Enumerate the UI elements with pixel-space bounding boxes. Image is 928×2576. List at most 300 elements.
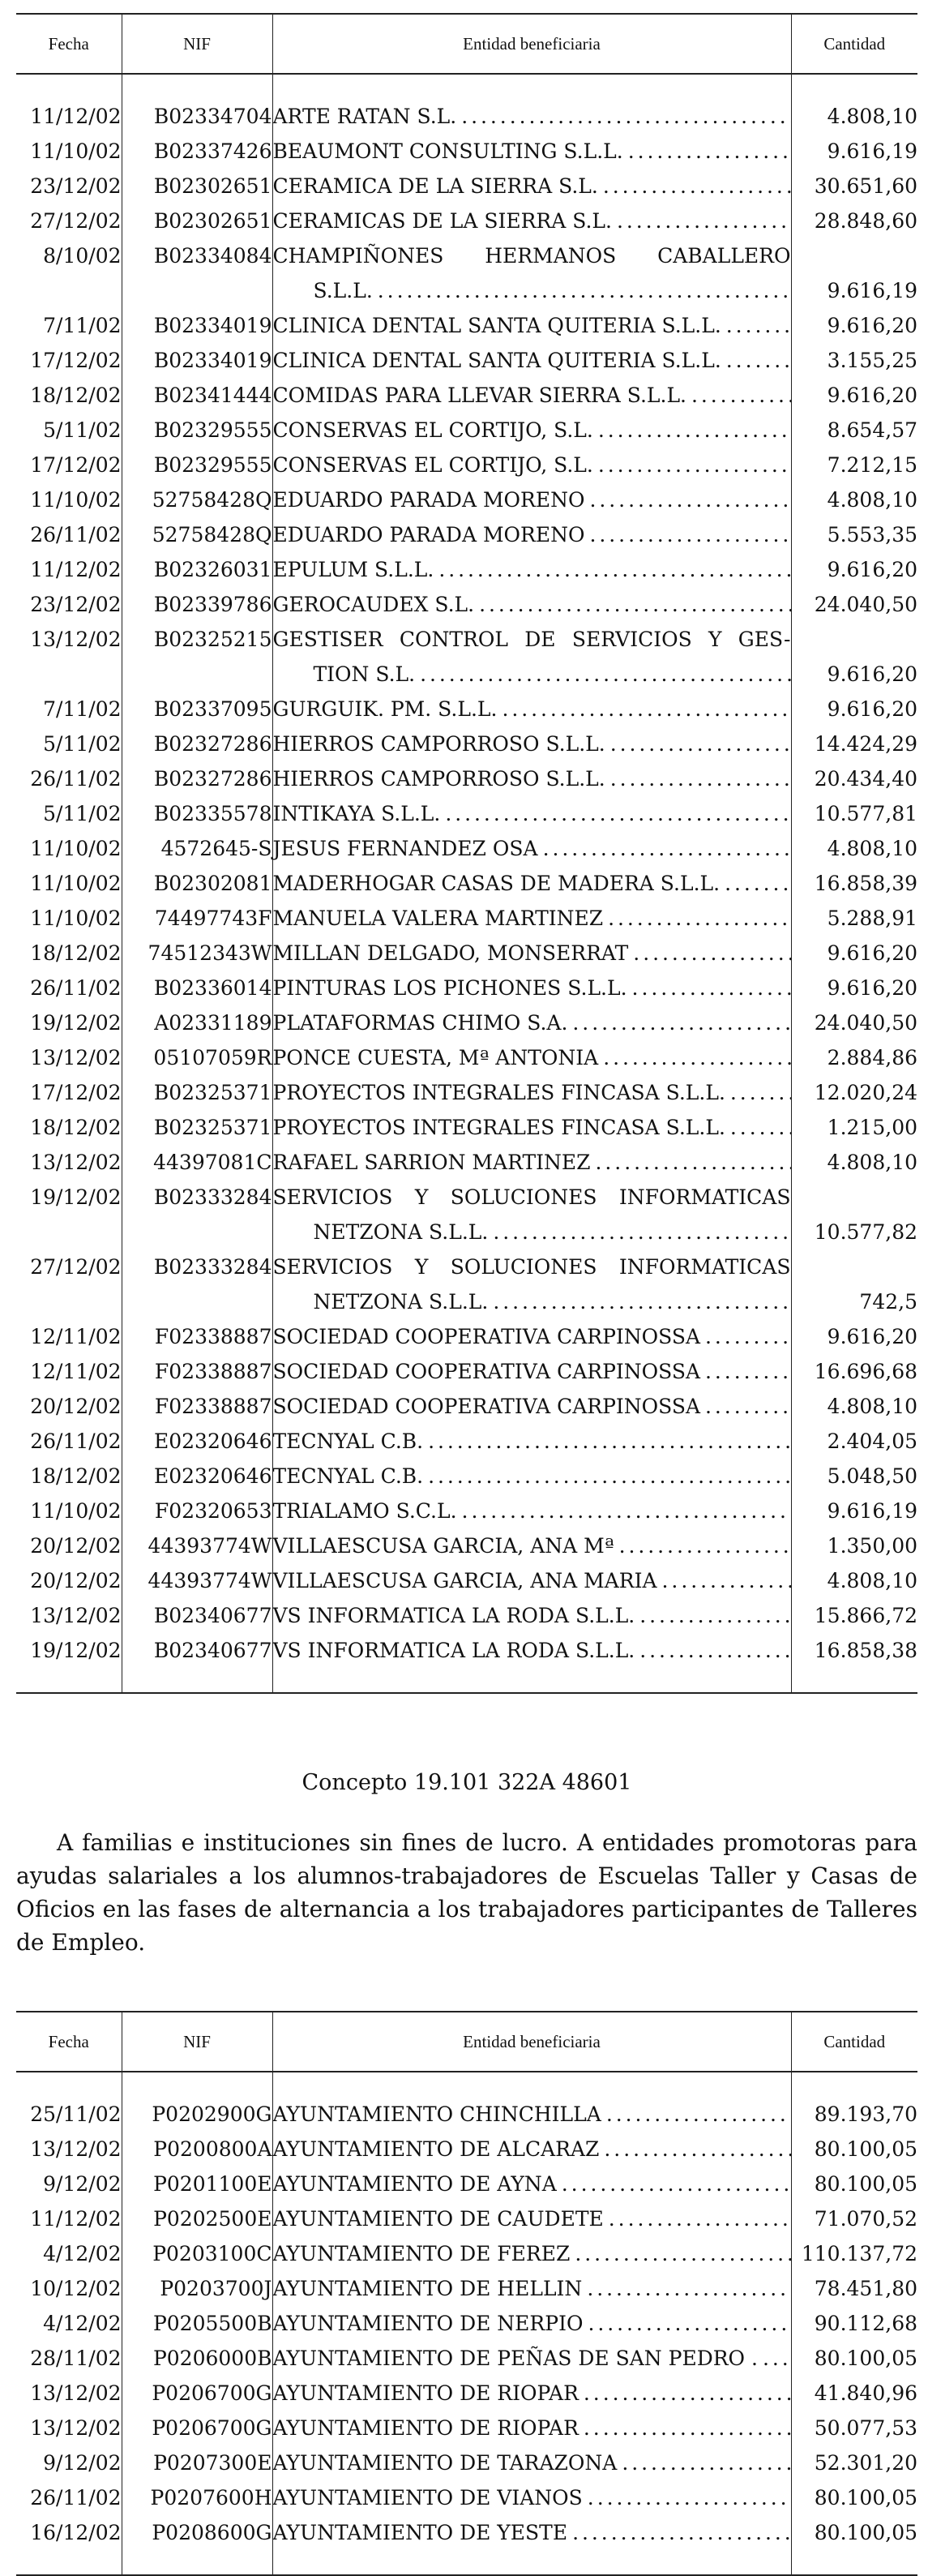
entidad-line: [273, 1354, 791, 1389]
entidad-line: [273, 99, 791, 134]
entidad-text: PROYECTOS INTEGRALES FINCASA S.L.L.: [272, 1116, 725, 1139]
padding-cell: [272, 2550, 791, 2575]
dot-leader: [584, 2376, 791, 2411]
cell-nif: B02333284: [122, 1249, 272, 1319]
cell-cantidad: 4.808,10: [827, 837, 917, 860]
entidad-line: [273, 2515, 791, 2550]
cell-cantidad: 89.193,70: [814, 2102, 917, 2126]
cell-nif: B02325215: [122, 622, 272, 692]
cell-fecha: 13/12/02: [16, 622, 122, 692]
cell-fecha: 11/12/02: [16, 2201, 122, 2236]
cell-nif: P0207600H: [122, 2480, 272, 2515]
entidad-line: [273, 2097, 791, 2132]
dot-leader: [572, 2515, 790, 2550]
dot-leader: [584, 2411, 791, 2445]
entidad-text: GEROCAUDEX S.L.: [272, 593, 475, 616]
table-row: [16, 761, 917, 796]
cell-nif: B02340677: [122, 1598, 272, 1633]
cell-nif: P0203100C: [122, 2236, 272, 2271]
header-nif: NIF: [122, 14, 272, 74]
table-row: [16, 1249, 917, 1319]
entidad-text: CLINICA DENTAL SANTA QUITERIA S.L.L.: [272, 314, 721, 337]
cell-nif: B02334019: [122, 343, 272, 378]
entidad-line: [273, 761, 791, 796]
entidad-line: [273, 169, 791, 204]
dot-leader: [562, 2167, 791, 2201]
table-row: [16, 2341, 917, 2376]
cell-entidad: [272, 831, 791, 866]
entidad-line: [273, 2411, 791, 2445]
cell-entidad: [272, 622, 791, 692]
cell-cantidad: 8.654,57: [827, 418, 917, 442]
cell-cantidad: 1.215,00: [827, 1116, 917, 1139]
cell-cantidad: 12.020,24: [814, 1081, 917, 1104]
dot-leader: [606, 2097, 791, 2132]
entidad-text: INTIKAYA S.L.L.: [272, 802, 441, 825]
dot-leader: [588, 2480, 791, 2515]
dot-leader: [619, 1528, 791, 1563]
entidad-text: AYUNTAMIENTO DE FEREZ: [272, 2242, 571, 2265]
dot-leader: [610, 727, 791, 761]
dot-leader: [445, 796, 790, 831]
cell-entidad: [272, 2445, 791, 2480]
cell-cantidad: 5.048,50: [827, 1464, 917, 1488]
cell-nif: B02336014: [122, 971, 272, 1005]
cell-cantidad: 16.858,39: [814, 872, 917, 895]
cell-fecha: 9/12/02: [16, 2167, 122, 2201]
entidad-text: COMIDAS PARA LLEVAR SIERRA S.L.L.: [272, 384, 686, 407]
table-row: [16, 378, 917, 413]
entidad-line: SERVICIOS Y SOLUCIONES INFORMATICAS: [272, 1255, 791, 1279]
table-row: [16, 1319, 917, 1354]
entidad-text: AYUNTAMIENTO DE HELLIN: [272, 2277, 583, 2300]
cell-cantidad: 7.212,15: [827, 453, 917, 477]
entidad-line: [273, 1563, 791, 1598]
entidad-line: [273, 517, 791, 552]
cell-fecha: 11/10/02: [16, 482, 122, 517]
cell-cantidad: 30.651,60: [814, 174, 917, 198]
cell-nif: B02340677: [122, 1633, 272, 1668]
cell-cantidad: 24.040,50: [814, 1011, 917, 1035]
table-row: [16, 2445, 917, 2480]
table-row: [16, 1180, 917, 1249]
dot-leader: [639, 1633, 790, 1668]
cell-cantidad: 9.616,20: [827, 941, 917, 965]
cell-cantidad: 742,5: [859, 1290, 917, 1314]
dot-leader: [726, 308, 791, 343]
dot-leader: [590, 517, 791, 552]
header-cantidad: Cantidad: [791, 2012, 917, 2072]
cell-fecha: 13/12/02: [16, 1145, 122, 1180]
cell-nif: B02341444: [122, 378, 272, 413]
cell-cantidad: 80.100,05: [814, 2137, 917, 2161]
dot-leader: [725, 866, 790, 901]
beneficiaries-table-1: [16, 13, 917, 1694]
cell-cantidad: 9.616,19: [827, 139, 917, 163]
dot-leader: [726, 343, 791, 378]
entidad-line: [273, 1145, 791, 1180]
dot-leader: [639, 1598, 790, 1633]
cell-cantidad: 9.616,20: [827, 384, 917, 407]
cell-fecha: 13/12/02: [16, 2132, 122, 2167]
entidad-text: CERAMICA DE LA SIERRA S.L.: [272, 174, 598, 198]
table-row: [16, 1494, 917, 1528]
cell-nif: P0206700G: [122, 2411, 272, 2445]
cell-cantidad: 41.840,96: [814, 2381, 917, 2405]
cell-fecha: 19/12/02: [16, 1633, 122, 1668]
dot-leader: [462, 1494, 791, 1528]
table-row: [16, 866, 917, 901]
entidad-line: CHAMPIÑONES HERMANOS CABALLERO: [272, 244, 791, 268]
dot-leader: [420, 657, 790, 692]
table-row: [16, 901, 917, 936]
table-row: [16, 936, 917, 971]
dot-leader: [502, 692, 790, 727]
padding-cell: [122, 2550, 272, 2575]
table-row: [16, 2167, 917, 2201]
entidad-text: HIERROS CAMPORROSO S.L.L.: [272, 767, 605, 791]
cell-entidad: [272, 1354, 791, 1389]
cell-entidad: [272, 1459, 791, 1494]
table-row: [16, 343, 917, 378]
table-row: [16, 1459, 917, 1494]
cell-nif: F02338887: [122, 1354, 272, 1389]
dot-leader: [622, 2445, 790, 2480]
table-row: [16, 1110, 917, 1145]
entidad-line: [273, 343, 791, 378]
entidad-text: NETZONA S.L.L.: [313, 1290, 489, 1314]
table-row: [16, 413, 917, 448]
dot-leader: [479, 587, 790, 622]
entidad-text: RAFAEL SARRION MARTINEZ: [272, 1151, 591, 1174]
dot-leader: [617, 204, 791, 238]
entidad-line: [273, 2271, 791, 2306]
entidad-text: HIERROS CAMPORROSO S.L.L.: [272, 732, 605, 756]
cell-entidad: [272, 1319, 791, 1354]
cell-fecha: 16/12/02: [16, 2515, 122, 2550]
cell-fecha: 13/12/02: [16, 2376, 122, 2411]
cell-cantidad: 24.040,50: [814, 593, 917, 616]
table-bottom-padding: [16, 2550, 917, 2575]
cell-fecha: 8/10/02: [16, 238, 122, 308]
padding-cell: [122, 1668, 272, 1693]
cell-entidad: [272, 1528, 791, 1563]
dot-leader: [598, 413, 791, 448]
entidad-text: AYUNTAMIENTO DE NERPIO: [272, 2312, 584, 2335]
cell-entidad: [272, 692, 791, 727]
cell-cantidad: 16.858,38: [814, 1639, 917, 1662]
cell-entidad: [272, 1180, 791, 1249]
entidad-line: [273, 2236, 791, 2271]
entidad-text: PLATAFORMAS CHIMO S.A.: [272, 1011, 568, 1035]
cell-nif: B02334704: [122, 99, 272, 134]
table-row: [16, 1040, 917, 1075]
cell-fecha: 9/12/02: [16, 2445, 122, 2480]
header-fecha: Fecha: [16, 2012, 122, 2072]
entidad-text: EPULUM S.L.L.: [272, 558, 434, 581]
entidad-text: MADERHOGAR CASAS DE MADERA S.L.L.: [272, 872, 721, 895]
entidad-line: [273, 2132, 791, 2167]
table-row: [16, 1598, 917, 1633]
document-page: [16, 13, 917, 2576]
cell-fecha: 20/12/02: [16, 1528, 122, 1563]
table-row: [16, 1005, 917, 1040]
cell-nif: B02327286: [122, 761, 272, 796]
header-entidad: Entidad beneficiaria: [272, 14, 791, 74]
table-row: [16, 2271, 917, 2306]
cell-nif: B02339786: [122, 587, 272, 622]
dot-leader: [493, 1215, 790, 1249]
cell-fecha: 12/11/02: [16, 1354, 122, 1389]
cell-fecha: 5/11/02: [16, 727, 122, 761]
entidad-line: [273, 936, 791, 971]
cell-fecha: 11/10/02: [16, 831, 122, 866]
entidad-line: [273, 308, 791, 343]
cell-entidad: [272, 727, 791, 761]
table-row: [16, 1424, 917, 1459]
cell-fecha: 27/12/02: [16, 204, 122, 238]
cell-cantidad: 14.424,29: [814, 732, 917, 756]
table-row: [16, 1145, 917, 1180]
cell-cantidad: 20.434,40: [814, 767, 917, 791]
cell-entidad: [272, 2515, 791, 2550]
cell-cantidad: 4.808,10: [827, 1395, 917, 1418]
dot-leader: [428, 1424, 790, 1459]
dot-leader: [705, 1319, 790, 1354]
cell-entidad: [272, 204, 791, 238]
entidad-line: SERVICIOS Y SOLUCIONES INFORMATICAS: [272, 1185, 791, 1209]
table-row: [16, 2236, 917, 2271]
cell-nif: A02331189: [122, 1005, 272, 1040]
dot-leader: [705, 1389, 790, 1424]
cell-fecha: 7/11/02: [16, 308, 122, 343]
dot-leader: [378, 273, 791, 308]
table-row: [16, 482, 917, 517]
table-row: [16, 2132, 917, 2167]
cell-nif: B02302651: [122, 169, 272, 204]
padding-cell: [791, 2072, 917, 2097]
cell-nif: P0202900G: [122, 2097, 272, 2132]
padding-cell: [791, 1668, 917, 1693]
dot-leader: [662, 1563, 791, 1598]
cell-nif: B02302081: [122, 866, 272, 901]
padding-cell: [791, 2550, 917, 2575]
table-row: [16, 99, 917, 134]
entidad-line: [273, 971, 791, 1005]
cell-entidad: [272, 2271, 791, 2306]
entidad-text: PONCE CUESTA, Mª ANTONIA: [272, 1046, 599, 1069]
entidad-line: [273, 657, 791, 692]
cell-entidad: [272, 413, 791, 448]
table-row: [16, 2411, 917, 2445]
cell-entidad: [272, 901, 791, 936]
cell-nif: B02302651: [122, 204, 272, 238]
cell-nif: 74512343W: [122, 936, 272, 971]
entidad-text: CERAMICAS DE LA SIERRA S.L.: [272, 209, 612, 233]
entidad-line: [273, 901, 791, 936]
cell-fecha: 5/11/02: [16, 413, 122, 448]
cell-cantidad: 10.577,82: [814, 1220, 917, 1244]
table-row: [16, 169, 917, 204]
entidad-text: CONSERVAS EL CORTIJO, S.L.: [272, 453, 593, 477]
entidad-text: BEAUMONT CONSULTING S.L.L.: [272, 139, 623, 163]
dot-leader: [763, 2341, 791, 2376]
cell-fecha: 13/12/02: [16, 2411, 122, 2445]
cell-nif: B02326031: [122, 552, 272, 587]
cell-cantidad: 9.616,20: [827, 558, 917, 581]
entidad-text: CLINICA DENTAL SANTA QUITERIA S.L.L.: [272, 349, 721, 372]
cell-nif: 74497743F: [122, 901, 272, 936]
table-bottom-padding: [16, 1668, 917, 1693]
entidad-line: [273, 866, 791, 901]
cell-cantidad: 1.350,00: [827, 1534, 917, 1558]
cell-fecha: 11/10/02: [16, 134, 122, 169]
dot-leader: [438, 552, 790, 587]
cell-nif: F02320653: [122, 1494, 272, 1528]
cell-nif: P0208600G: [122, 2515, 272, 2550]
dot-leader: [705, 1354, 790, 1389]
cell-cantidad: 28.848,60: [814, 209, 917, 233]
entidad-line: [273, 413, 791, 448]
header-cantidad: Cantidad: [791, 14, 917, 74]
cell-fecha: 26/11/02: [16, 2480, 122, 2515]
padding-cell: [16, 74, 122, 99]
cell-fecha: 11/12/02: [16, 99, 122, 134]
table-row: [16, 1389, 917, 1424]
padding-cell: [16, 2550, 122, 2575]
entidad-line: [273, 2445, 791, 2480]
table-row: [16, 448, 917, 482]
cell-entidad: [272, 169, 791, 204]
dot-leader: [604, 2132, 790, 2167]
cell-fecha: 13/12/02: [16, 1598, 122, 1633]
header-nif: NIF: [122, 2012, 272, 2072]
cell-cantidad: 4.808,10: [827, 1151, 917, 1174]
entidad-line: [273, 378, 791, 413]
padding-cell: [122, 74, 272, 99]
entidad-line: [273, 1110, 791, 1145]
concepto-heading: Concepto 19.101 322A 48601: [301, 1770, 632, 1795]
cell-nif: B02335578: [122, 796, 272, 831]
table-row: [16, 587, 917, 622]
cell-cantidad: 9.616,20: [827, 314, 917, 337]
padding-cell: [122, 2072, 272, 2097]
entidad-line: [273, 1528, 791, 1563]
entidad-text: VS INFORMATICA LA RODA S.L.L.: [272, 1604, 635, 1627]
cell-entidad: [272, 1110, 791, 1145]
dot-leader: [730, 1075, 791, 1110]
entidad-text: AYUNTAMIENTO DE RIOPAR: [272, 2381, 579, 2405]
entidad-line: [273, 2480, 791, 2515]
entidad-line: [273, 552, 791, 587]
cell-cantidad: 16.696,68: [814, 1360, 917, 1383]
entidad-line: [273, 796, 791, 831]
cell-fecha: 26/11/02: [16, 971, 122, 1005]
entidad-line: [273, 1459, 791, 1494]
entidad-text: SOCIEDAD COOPERATIVA CARPINOSSA: [272, 1325, 701, 1348]
padding-cell: [791, 74, 917, 99]
cell-nif: B02333284: [122, 1180, 272, 1249]
entidad-text: AYUNTAMIENTO DE CAUDETE: [272, 2207, 604, 2231]
cell-cantidad: 80.100,05: [814, 2347, 917, 2370]
cell-entidad: [272, 1633, 791, 1668]
dot-leader: [543, 831, 791, 866]
cell-fecha: 18/12/02: [16, 378, 122, 413]
entidad-line: [273, 482, 791, 517]
dot-leader: [603, 1040, 790, 1075]
entidad-text: VS INFORMATICA LA RODA S.L.L.: [272, 1639, 635, 1662]
table-top-padding: [16, 2072, 917, 2097]
entidad-text: PINTURAS LOS PICHONES S.L.L.: [272, 976, 627, 1000]
cell-nif: P0203700J: [122, 2271, 272, 2306]
padding-cell: [272, 2072, 791, 2097]
cell-cantidad: 2.404,05: [827, 1429, 917, 1453]
cell-fecha: 26/11/02: [16, 761, 122, 796]
cell-entidad: [272, 1075, 791, 1110]
entidad-line: [273, 2341, 791, 2376]
cell-entidad: [272, 238, 791, 308]
cell-entidad: [272, 761, 791, 796]
cell-fecha: 26/11/02: [16, 517, 122, 552]
cell-fecha: 11/12/02: [16, 552, 122, 587]
cell-cantidad: 4.808,10: [827, 105, 917, 128]
cell-entidad: [272, 2201, 791, 2236]
header-entidad: Entidad beneficiaria: [272, 2012, 791, 2072]
cell-fecha: 18/12/02: [16, 1459, 122, 1494]
cell-nif: B02329555: [122, 448, 272, 482]
table-row: [16, 1528, 917, 1563]
entidad-line: [273, 2201, 791, 2236]
cell-fecha: 17/12/02: [16, 448, 122, 482]
cell-nif: F02338887: [122, 1389, 272, 1424]
cell-nif: B02337426: [122, 134, 272, 169]
table-row: [16, 308, 917, 343]
dot-leader: [609, 2201, 791, 2236]
entidad-text: AYUNTAMIENTO DE AYNA: [272, 2172, 557, 2196]
table-row: [16, 2515, 917, 2550]
entidad-line: [273, 448, 791, 482]
cell-fecha: 23/12/02: [16, 169, 122, 204]
cell-fecha: 17/12/02: [16, 1075, 122, 1110]
padding-cell: [16, 2072, 122, 2097]
cell-entidad: [272, 587, 791, 622]
cell-nif: B02327286: [122, 727, 272, 761]
dot-leader: [428, 1459, 790, 1494]
cell-nif: B02325371: [122, 1075, 272, 1110]
cell-entidad: [272, 482, 791, 517]
entidad-text: EDUARDO PARADA MORENO: [272, 523, 585, 546]
entidad-line: [273, 2167, 791, 2201]
cell-nif: P0207300E: [122, 2445, 272, 2480]
table-2-body: [16, 2072, 917, 2575]
cell-nif: B02337095: [122, 692, 272, 727]
cell-entidad: [272, 1389, 791, 1424]
table-row: [16, 1563, 917, 1598]
padding-cell: [272, 1668, 791, 1693]
entidad-text: TECNYAL C.B.: [272, 1464, 424, 1488]
entidad-line: GESTISER CONTROL DE SERVICIOS Y GES-: [272, 628, 791, 651]
table-row: [16, 204, 917, 238]
cell-entidad: [272, 343, 791, 378]
entidad-text: VILLAESCUSA GARCIA, ANA MARIA: [272, 1569, 657, 1592]
cell-nif: 44397081C: [122, 1145, 272, 1180]
entidad-text: NETZONA S.L.L.: [313, 1220, 489, 1244]
table-row: [16, 134, 917, 169]
cell-entidad: [272, 1005, 791, 1040]
cell-cantidad: 80.100,05: [814, 2486, 917, 2510]
cell-entidad: [272, 2306, 791, 2341]
entidad-line: [273, 727, 791, 761]
